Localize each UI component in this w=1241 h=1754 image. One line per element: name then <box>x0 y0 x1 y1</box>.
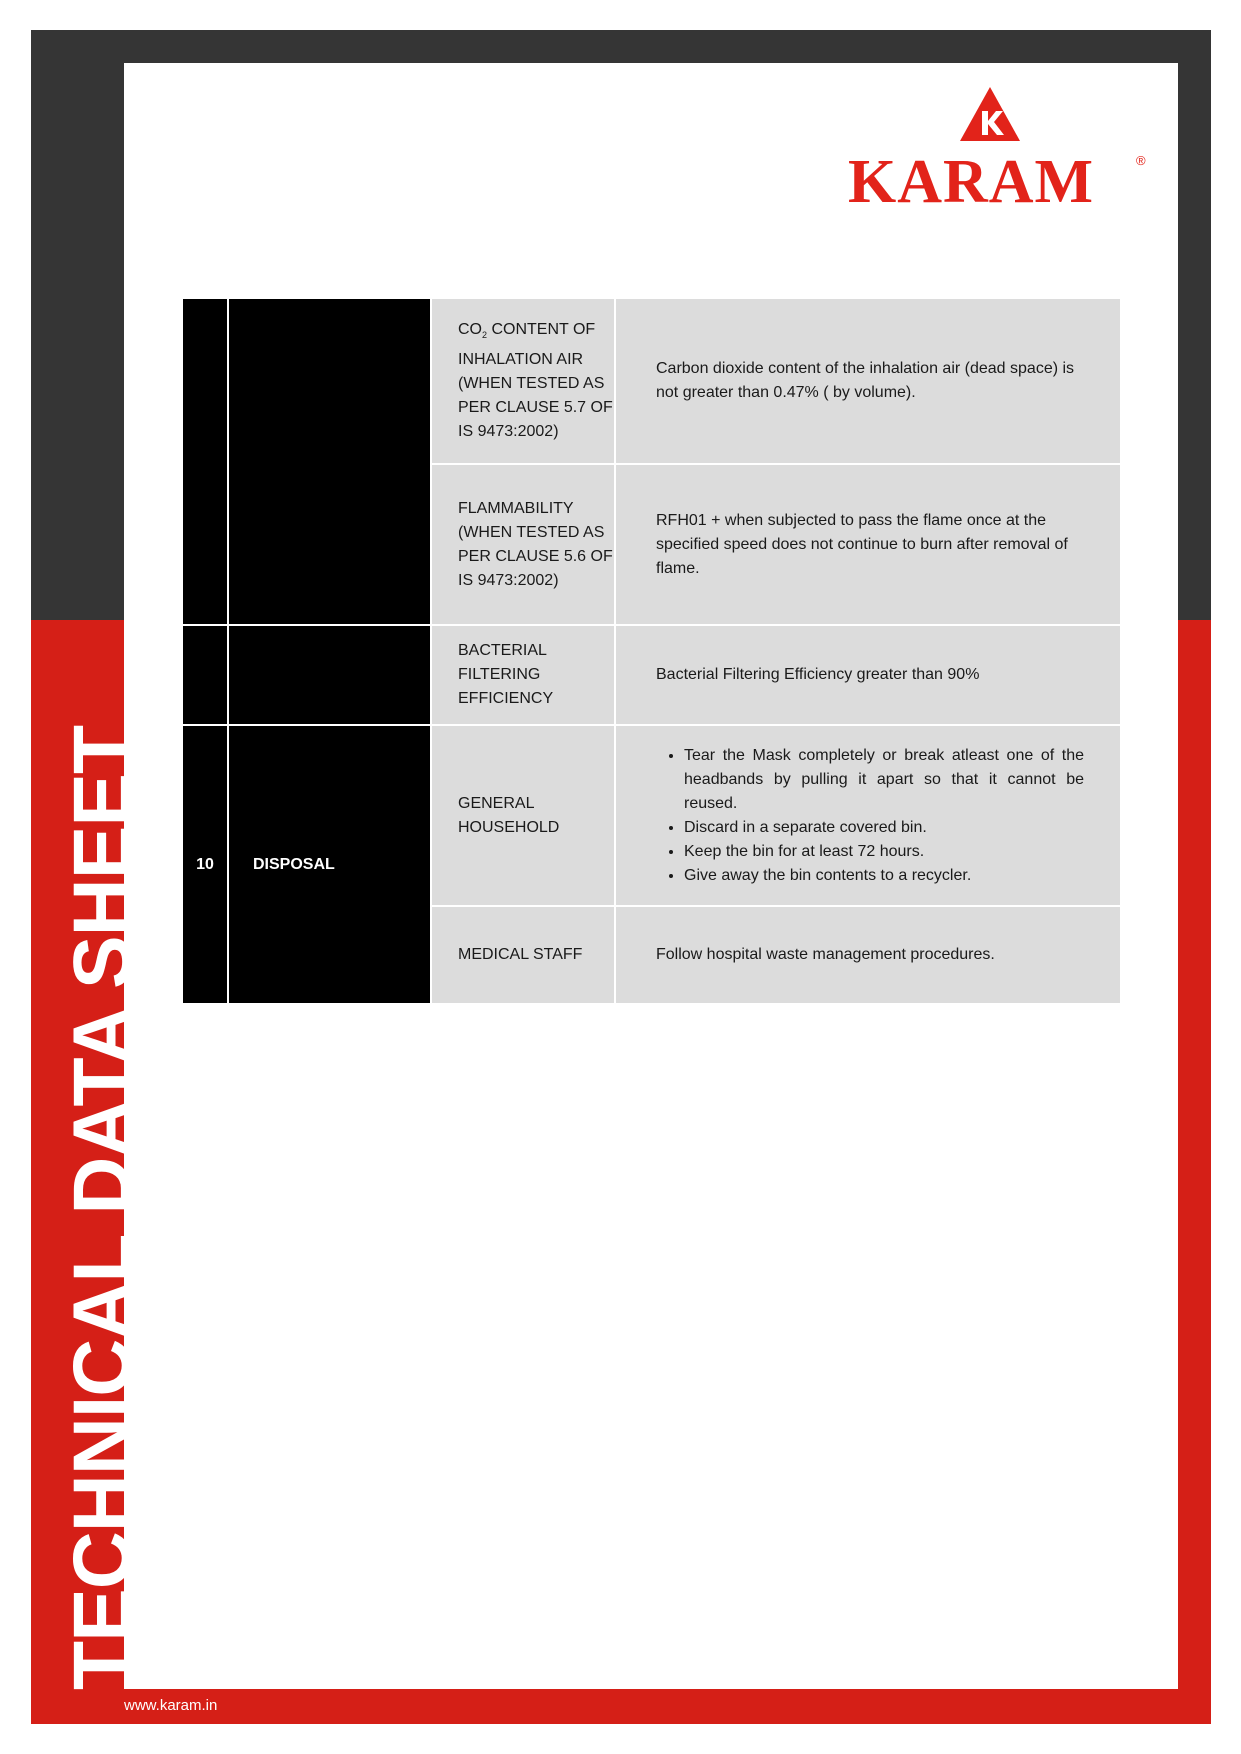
parameter-cell: MEDICAL STAFF <box>431 906 615 1004</box>
parameter-cell: BACTERIAL FILTERING EFFICIENCY <box>431 625 615 725</box>
parameter-cell: FLAMMABILITY (WHEN TESTED AS PER CLAUSE 5.6 OF IS 9473:2002) <box>431 464 615 625</box>
requirement-cell <box>615 725 1121 906</box>
category-cell <box>228 625 431 725</box>
parameter-prefix: CO <box>458 321 482 339</box>
karam-logo <box>848 85 1148 215</box>
side-title: TECHNICAL DATA SHEET <box>57 725 148 1690</box>
parameter-cell: GENERAL HOUSEHOLD <box>431 725 615 906</box>
list-item: • Keep the bin for at least 72 hours. <box>684 840 1084 864</box>
parameter-rest: CONTENT OF INHALATION AIR (WHEN TESTED AS PER CLAUSE 5.7 OF IS 9473:2002) <box>458 321 613 440</box>
parameter-cell <box>431 298 615 464</box>
row-number-cell <box>182 298 228 625</box>
category-cell: DISPOSAL <box>228 725 431 1004</box>
requirement-cell: Carbon dioxide content of the inhalation air (dead space) is not greater than 0.47% ( by volume). <box>615 298 1121 464</box>
parameter-subscript: 2 <box>482 330 488 341</box>
logo-wordmark: KARAM <box>848 148 1095 216</box>
requirement-cell: Bacterial Filtering Efficiency greater than 90% <box>615 625 1121 725</box>
karam-k-triangle-icon <box>958 85 1022 143</box>
table-row <box>182 298 1121 464</box>
requirement-cell: RFH01 + when subjected to pass the flame once at the specified speed does not continue to burn after removal of flame. <box>615 464 1121 625</box>
table-row <box>182 625 1121 725</box>
category-cell <box>228 298 431 625</box>
requirement-cell: Follow hospital waste management procedures. <box>615 906 1121 1004</box>
list-item: • Tear the Mask completely or break atleast one of the headbands by pulling it apart so that it cannot be reused. <box>684 744 1084 816</box>
footer-url[interactable]: www.karam.in <box>124 1697 218 1714</box>
row-number-cell <box>182 625 228 725</box>
disposal-steps-list <box>656 744 1084 888</box>
list-item: • Give away the bin contents to a recycler. <box>684 864 1084 888</box>
table-row <box>182 725 1121 906</box>
registered-mark: ® <box>1136 153 1146 168</box>
spec-table <box>181 297 1122 1005</box>
row-number-cell: 10 <box>182 725 228 1004</box>
list-item: • Discard in a separate covered bin. <box>684 816 1084 840</box>
